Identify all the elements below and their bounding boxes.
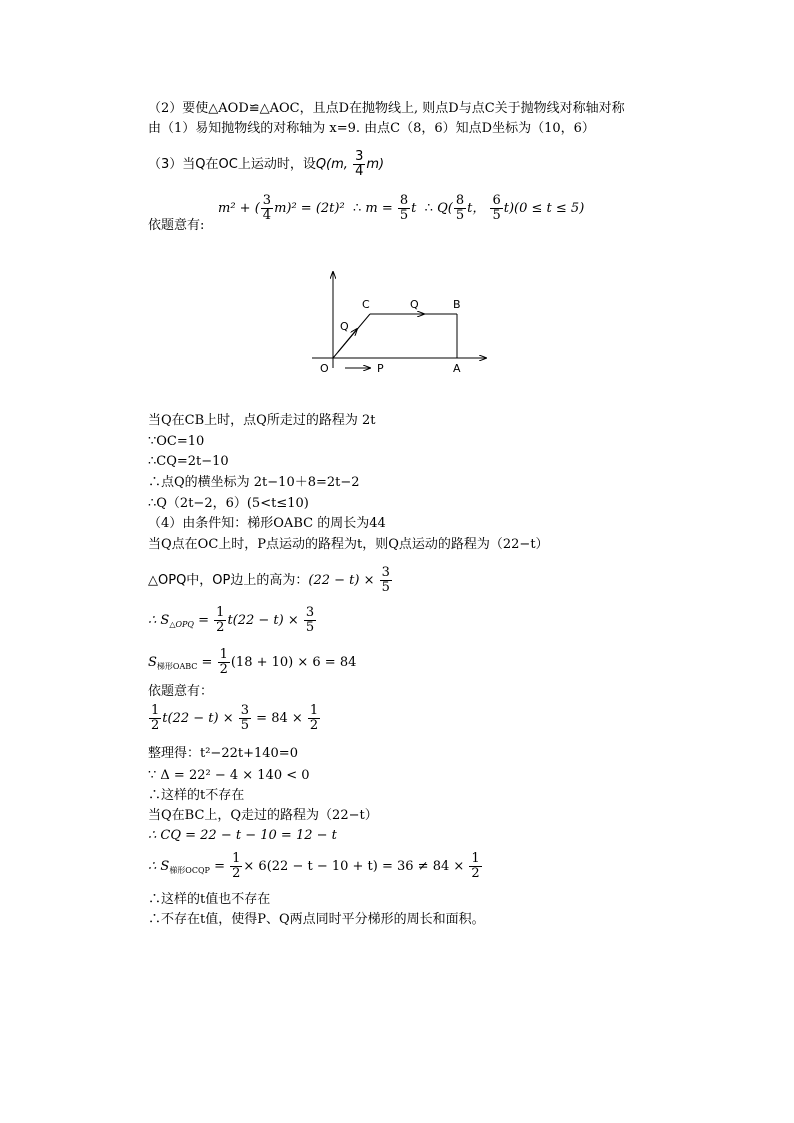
line-conclusion: ∴不存在t值，使得P、Q两点同时平分梯形的周长和面积。 xyxy=(148,912,485,927)
line-oc: ∵OC=10 xyxy=(148,434,205,449)
label-c: C xyxy=(362,298,370,311)
area-equation: $\frac{1}{2}$ t(22 − t) × $\frac{3}{5}$ = 84 × $\frac{1}{2}$ xyxy=(151,703,319,733)
q-param-end: m) xyxy=(366,157,385,172)
trapezoid-diagram xyxy=(300,264,500,376)
line-q-on-bc: 当Q在BC上，Q走过的路程为（22−t） xyxy=(148,808,378,823)
line-no-t-2: ∴这样的t值也不存在 xyxy=(148,892,271,907)
frac-3-4b: $\frac{3}{4}$ xyxy=(262,193,272,223)
line-paths: 当Q点在OC上时，P点运动的路程为t，则Q点运动的路程为（22−t） xyxy=(148,537,549,552)
part-4-intro: （4）由条件知：梯形OABC 的周长为44 xyxy=(148,516,386,531)
line-height: △OPQ中，OP边上的高为：(22 − t) × $\frac{3}{5}$ xyxy=(148,565,390,595)
line-q-x: ∴点Q的横坐标为 2t−10＋8=2t−2 xyxy=(148,475,360,490)
area-opq: ∴ $S_{\triangle OPQ}$ = $\frac{1}{2}$ t(22 − t) × $\frac{3}{5}$ xyxy=(148,605,315,635)
label-p: P xyxy=(377,362,384,375)
line-delta: ∵ Δ = 22² − 4 × 140 < 0 xyxy=(148,768,310,783)
line-q-coord: ∴Q（2t−2，6）(5<t≤10) xyxy=(148,496,309,511)
solution-line-2-2: 由（1）易知抛物线的对称轴为 x=9. 由点C（8，6）知点D坐标为（10，6） xyxy=(148,121,595,136)
line-q-on-cb: 当Q在CB上时，点Q所走过的路程为 2t xyxy=(148,413,376,428)
given-label-2: 依题意有： xyxy=(148,684,214,699)
frac-3-4: $\frac{3}{4}$ xyxy=(355,149,364,179)
solution-line-2-1: （2）要使△AOD≌△AOC，且点D在抛物线上, 则点D与点C关于抛物线对称轴对称 xyxy=(148,101,625,116)
label-q-top: Q xyxy=(410,298,419,311)
label-b: B xyxy=(453,298,461,311)
given-label: 依题意有: xyxy=(148,218,205,233)
label-o: O xyxy=(320,362,329,375)
line-cq: ∴CQ=2t−10 xyxy=(148,454,229,469)
label-q-side: Q xyxy=(340,320,349,333)
equation-m: m² + ( $\frac{3}{4}$ m)² = (2t)² ∴ m = $\frac{8}{5}$ t ∴ Q( $\frac{8}{5}$ t， $\frac{6}{5}$ t)(0 ≤ t ≤ 5) xyxy=(218,193,585,223)
area-ocqp: ∴ $S_{梯形OCQP}$ = $\frac{1}{2}$ × 6(22 − t − 10 + t) = 36 ≠ 84 × $\frac{1}{2}$ xyxy=(148,851,480,881)
label-a: A xyxy=(453,362,461,375)
line-simplify: 整理得：t²−22t+140=0 xyxy=(148,746,298,761)
line-cq-2: ∴ CQ = 22 − t − 10 = 12 − t xyxy=(148,828,337,843)
part-3-text: （3）当Q在OC上运动时，设 xyxy=(148,157,316,172)
area-trapezoid: $S_{梯形OABC}$ = $\frac{1}{2}$ (18 + 10) × 6 = 84 xyxy=(148,647,357,677)
q-param: Q(m, xyxy=(315,157,348,172)
line-no-t: ∴这样的t不存在 xyxy=(148,788,245,803)
part-3-intro xyxy=(148,150,384,179)
